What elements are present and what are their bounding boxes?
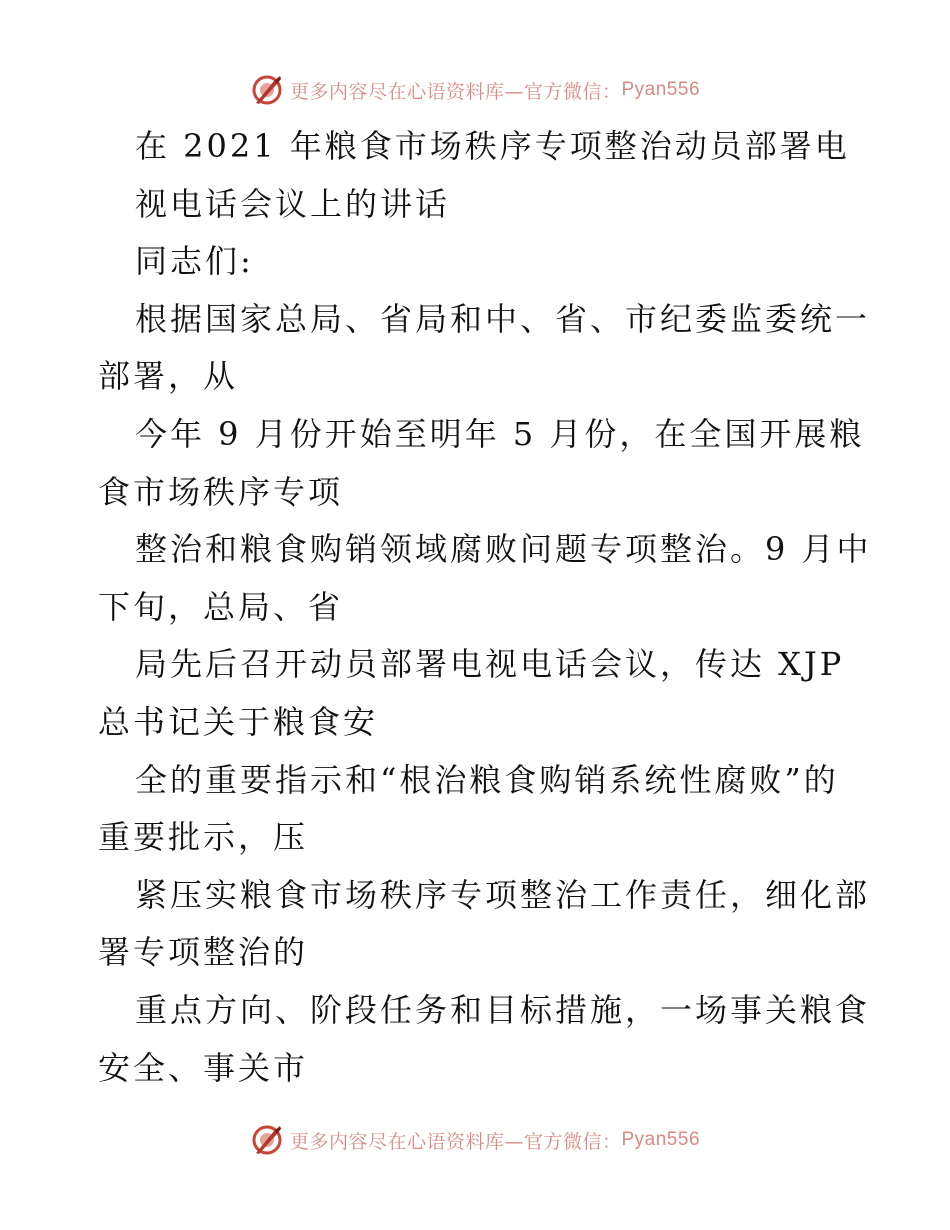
paragraph-line: 紧压实粮食市场秩序专项整治工作责任，细化部 bbox=[135, 875, 871, 914]
paragraph-line: 食市场秩序专项 bbox=[98, 472, 344, 511]
paragraph-line: 根据国家总局、省局和中、省、市纪委监委统一 bbox=[135, 299, 871, 338]
document-title-line: 在 2021 年粮食市场秩序专项整治动员部署电 bbox=[135, 127, 850, 165]
paragraph-line: 安全、事关市 bbox=[98, 1048, 309, 1087]
paragraph-line: 今年 9 月份开始至明年 5 月份，在全国开展粮 bbox=[135, 414, 865, 453]
watermark-text: 更多内容尽在心语资料库—官方微信： bbox=[289, 80, 622, 103]
paragraph-line: 局先后召开动员部署电视电话会议，传达 XJP bbox=[135, 645, 845, 684]
quill-seal-icon bbox=[250, 73, 284, 107]
document-body bbox=[98, 118, 872, 1097]
watermark-wechat-id: Pyan556 bbox=[621, 79, 701, 100]
paragraph-line: 部署，从 bbox=[98, 357, 239, 396]
header-watermark bbox=[0, 70, 950, 110]
watermark-text: 更多内容尽在心语资料库—官方微信： bbox=[289, 1130, 622, 1153]
paragraph-line: 重要批示，压 bbox=[98, 818, 309, 857]
paragraph-line: 重点方向、阶段任务和目标措施，一场事关粮食 bbox=[135, 990, 871, 1029]
paragraph-line: 下旬，总局、省 bbox=[98, 587, 344, 626]
document-title-line: 视电话会议上的讲话 bbox=[135, 184, 451, 223]
footer-watermark bbox=[0, 1120, 950, 1160]
watermark-wechat-id: Pyan556 bbox=[621, 1129, 701, 1150]
paragraph-line: 署专项整治的 bbox=[98, 933, 309, 972]
paragraph-line: 总书记关于粮食安 bbox=[98, 702, 379, 741]
paragraph-line: 同志们: bbox=[135, 242, 254, 281]
paragraph-line: 整治和粮食购销领域腐败问题专项整治。9 月中 bbox=[135, 530, 872, 569]
quill-seal-icon bbox=[250, 1123, 284, 1157]
paragraph-line: 全的重要指示和“根治粮食购销系统性腐败”的 bbox=[135, 760, 839, 799]
